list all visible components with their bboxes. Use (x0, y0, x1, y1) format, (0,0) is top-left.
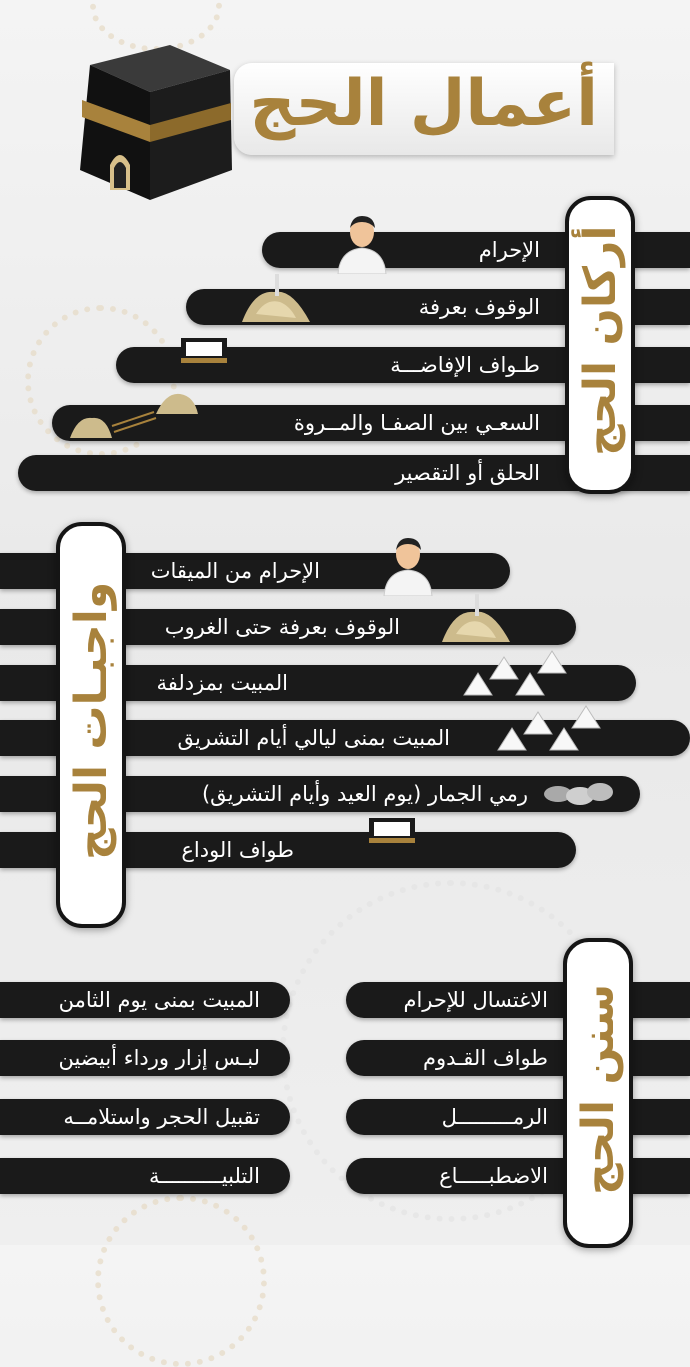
wajibat-heading: واجبـات الحج (66, 581, 117, 861)
kaaba-icon (70, 30, 240, 205)
arkan-heading: أركان الحج (575, 225, 626, 457)
wajibat-item-label: رمي الجمار (يوم العيد وأيام التشريق) (201, 782, 528, 806)
sunan-item-label: الاضطبـــــاع (439, 1164, 548, 1188)
wajibat-item-label: الوقوف بعرفة حتى الغروب (164, 615, 400, 639)
sunan-right-item-4 (346, 1158, 690, 1194)
sunan-right-item-2 (346, 1040, 690, 1076)
sunan-right-item-3 (346, 1099, 690, 1135)
sunan-item-label: الاغتسال للإحرام (403, 988, 548, 1012)
pilgrim-icon (334, 210, 390, 274)
arkan-item-label: طـواف الإفاضـــة (390, 353, 540, 377)
sunan-left-item-3 (0, 1099, 290, 1135)
pilgrim-icon (380, 532, 436, 596)
wajibat-item-label: المبيت بمزدلفة (156, 671, 288, 695)
safa-marwa-icon (68, 388, 200, 444)
wajibat-item-label: طواف الوداع (181, 838, 294, 862)
sunan-left-item-2 (0, 1040, 290, 1076)
kaaba-icon (178, 332, 230, 384)
wajibat-item-label: المبيت بمنى ليالي أيام التشريق (177, 726, 450, 750)
arkan-item-label: الوقوف بعرفة (418, 295, 540, 319)
pebbles-icon (540, 772, 616, 812)
sunan-item-label: المبيت بمنى يوم الثامن (58, 988, 260, 1012)
arkan-item-label: الحلق أو التقصير (395, 461, 540, 485)
arafat-mountain-icon (240, 270, 312, 328)
sunan-left-item-1 (0, 982, 290, 1018)
kaaba-icon (366, 812, 418, 864)
sunan-item-label: الرمـــــــــل (441, 1105, 548, 1129)
wajibat-item-label: الإحرام من الميقات (150, 559, 320, 583)
arafat-mountain-icon (440, 590, 512, 648)
arkan-item-label: الإحرام (478, 238, 540, 262)
sunan-left-item-4 (0, 1158, 290, 1194)
sunan-item-label: تقبيل الحجر واستلامــه (63, 1105, 260, 1129)
sunan-heading: سنن الحج (573, 983, 624, 1195)
sunan-item-label: التلبيــــــــــة (149, 1164, 260, 1188)
sunan-item-label: طواف القـدوم (422, 1046, 548, 1070)
page-title: أعمال الحج (249, 67, 598, 141)
tents-icon (460, 647, 572, 699)
sunan-item-label: لبـس إزار ورداء أبيضين (58, 1046, 260, 1070)
sunan-right-item-1 (346, 982, 690, 1018)
tents-icon (494, 702, 606, 754)
arkan-item-label: السعـي بين الصفـا والمــروة (293, 411, 540, 435)
